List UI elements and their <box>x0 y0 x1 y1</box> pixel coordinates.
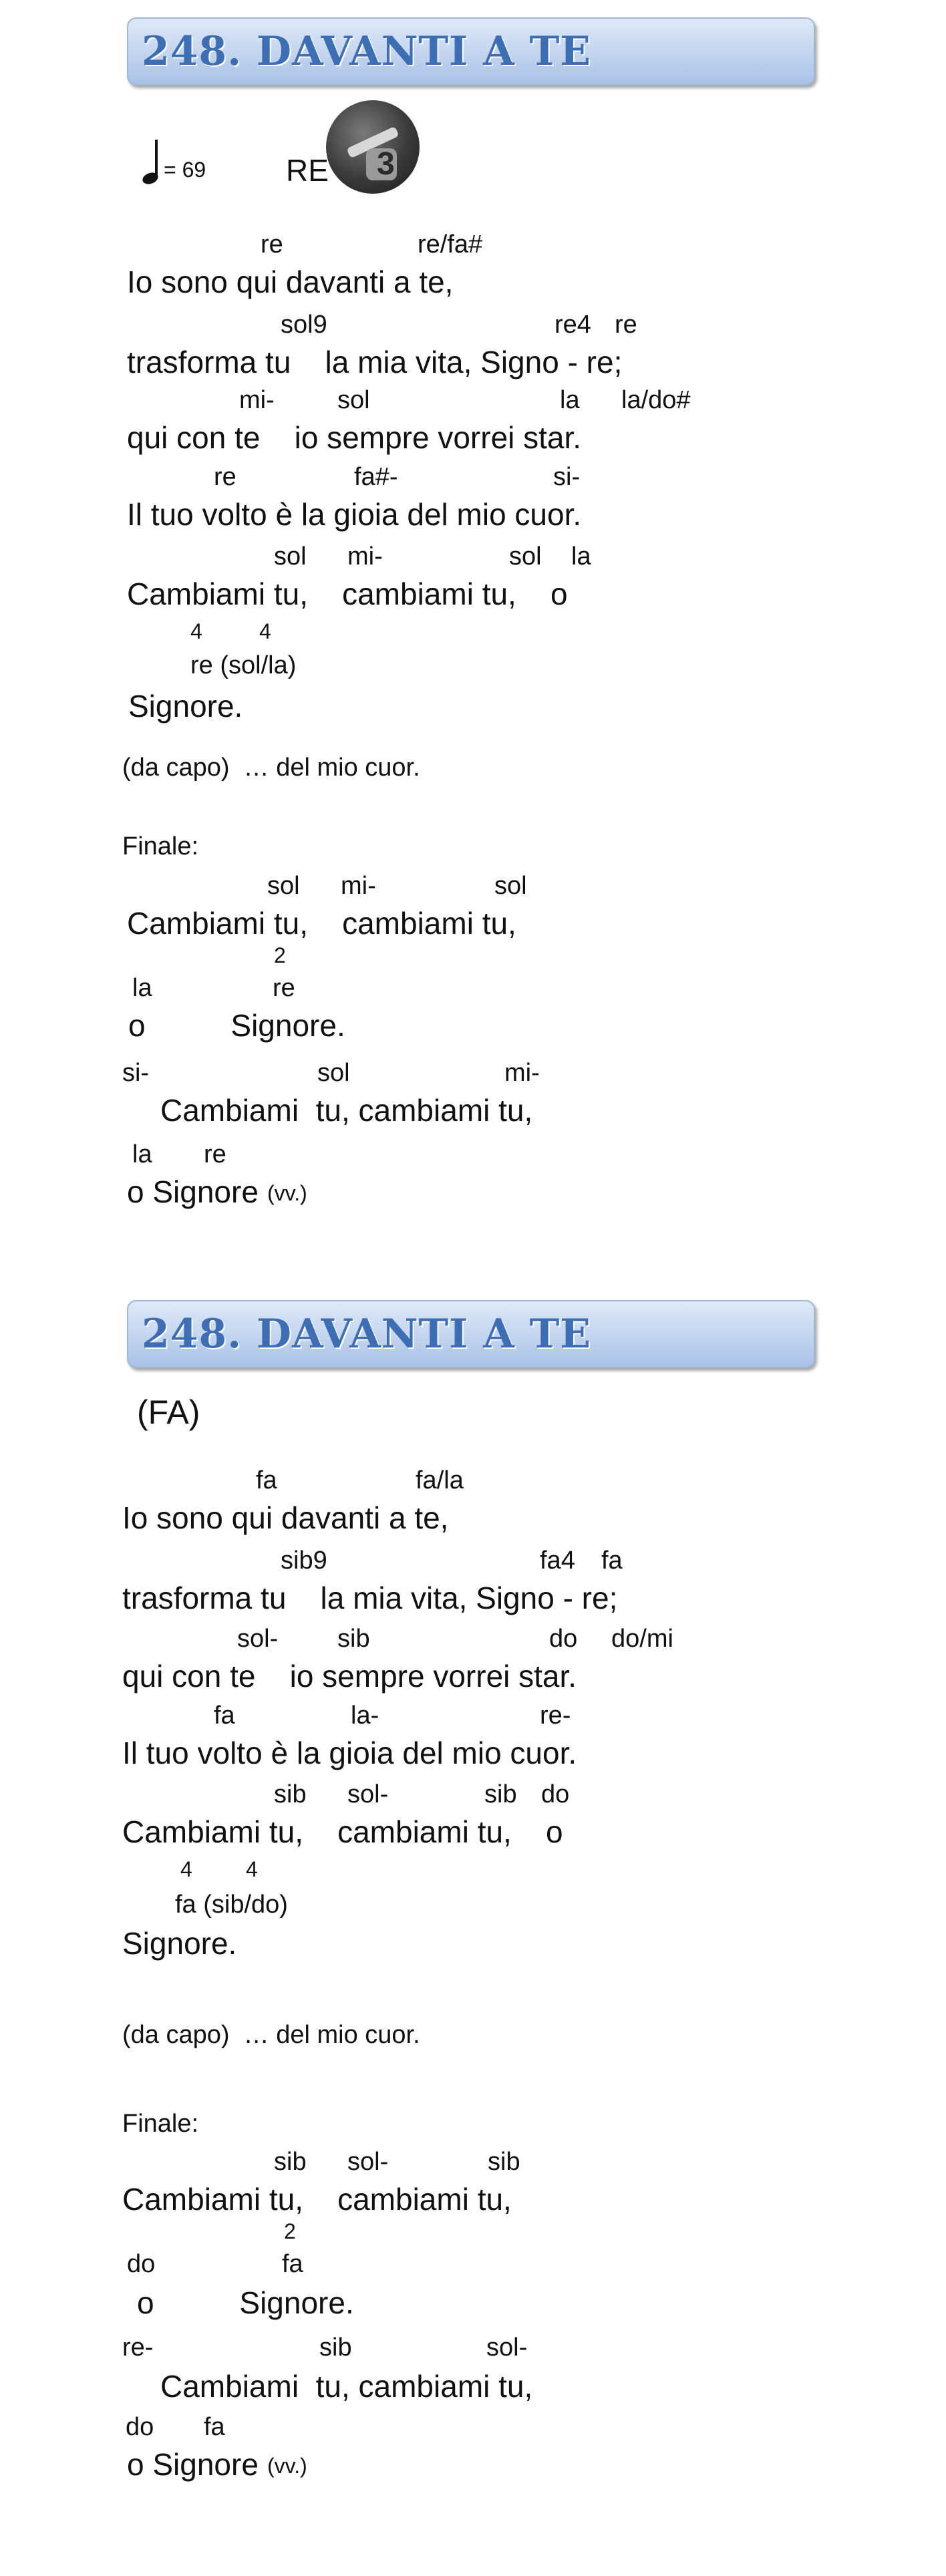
chord: mi- <box>239 386 275 414</box>
chord: sol <box>494 872 527 900</box>
beat-count: 4 <box>259 619 271 643</box>
lyric-line: Cambiami tu, cambiami tu, o <box>127 577 568 611</box>
chord: fa <box>601 1547 623 1575</box>
chord: sib <box>274 2148 307 2176</box>
chord: fa#- <box>354 463 398 491</box>
chord: sol9 <box>281 311 327 339</box>
chord: do <box>127 2250 156 2278</box>
lyric-line: Il tuo volto è la gioia del mio cuor. <box>122 1736 577 1770</box>
chord: mi- <box>347 542 383 571</box>
lyric-line: Signore. <box>122 1926 237 1961</box>
lyric-line: Cambiami tu, cambiami tu, <box>127 906 516 941</box>
chord: re <box>214 463 236 491</box>
chord: re- <box>122 2333 154 2362</box>
chord: la <box>571 542 591 571</box>
finale-label: Finale: <box>122 2110 199 2138</box>
chord: sib <box>337 1625 370 1653</box>
chord: sol- <box>486 2333 528 2362</box>
chord: do <box>126 2413 154 2441</box>
quarter-note-icon <box>140 137 167 190</box>
song-title-banner <box>127 1300 815 1368</box>
chord: sol <box>317 1059 350 1087</box>
chord: re/fa# <box>418 230 483 259</box>
chord: fa4 <box>540 1547 575 1575</box>
beat-count: 2 <box>284 2219 296 2243</box>
lyric-line: qui con te io sempre vorrei star. <box>127 420 582 455</box>
chord: la/do# <box>621 386 691 414</box>
chord: sol- <box>347 2148 389 2176</box>
chord: sol- <box>237 1625 279 1653</box>
lyric-line: Signore. <box>128 689 243 723</box>
chord: mi- <box>504 1059 540 1087</box>
chord: re <box>273 974 295 1002</box>
chord: fa/la <box>416 1466 464 1494</box>
chord: fa <box>214 1702 235 1730</box>
chord: fa <box>282 2250 303 2278</box>
song-title: 248. DAVANTI A TE <box>142 1311 591 1357</box>
chord: fa <box>204 2413 225 2441</box>
chord: re <box>261 230 283 259</box>
chord: fa (sib/do) <box>175 1891 288 1919</box>
lyric-line: o Signore. <box>137 2285 354 2320</box>
lyric-line: Cambiami tu, cambiami tu, <box>122 2182 512 2217</box>
beat-count: 4 <box>180 1857 192 1881</box>
chord: sib <box>274 1780 307 1808</box>
chord: sol <box>274 542 307 571</box>
chord: la- <box>351 1702 379 1730</box>
cd-track-badge <box>326 100 420 194</box>
lyric-line: trasforma tu la mia vita, Signo - re; <box>127 345 623 379</box>
chord: sol <box>267 872 300 900</box>
tempo-marking: = 69 <box>164 158 206 182</box>
lyric-line: qui con te io sempre vorrei star. <box>122 1659 577 1694</box>
chord: re <box>615 311 637 339</box>
chord: fa <box>256 1466 277 1494</box>
lyric-line: o Signore <box>127 1174 259 1209</box>
chord: la <box>560 386 580 414</box>
chord: mi- <box>341 872 376 900</box>
chord: la <box>132 974 152 1002</box>
lyric-line: Io sono qui davanti a te, <box>122 1500 449 1535</box>
chord: re <box>204 1140 226 1168</box>
beat-count: 2 <box>274 943 286 967</box>
lyric-line: o Signore <box>127 2447 259 2482</box>
chord: re4 <box>555 311 591 339</box>
lyric-line: Cambiami tu, cambiami tu, <box>160 2369 533 2404</box>
chord: re- <box>540 1702 571 1730</box>
beat-count: 4 <box>190 619 202 643</box>
chord: sib <box>484 1780 517 1808</box>
chord: si- <box>122 1059 150 1087</box>
verses-note: (vv.) <box>267 1181 307 1205</box>
chord: sib <box>319 2333 352 2362</box>
chord: do <box>549 1625 578 1653</box>
chord: si- <box>553 463 581 491</box>
song-title: 248. DAVANTI A TE <box>142 28 591 75</box>
lyric-line: Cambiami tu, cambiami tu, <box>160 1093 533 1128</box>
chord: sib <box>488 2148 520 2176</box>
song-title-banner <box>127 17 815 86</box>
da-capo-note: (da capo) … del mio cuor. <box>122 754 420 782</box>
chord: re (sol/la) <box>190 651 297 679</box>
beat-count: 4 <box>246 1857 258 1881</box>
guitar-icon <box>326 100 420 194</box>
chord: sol <box>509 542 542 571</box>
da-capo-note: (da capo) … del mio cuor. <box>122 2021 420 2049</box>
chord: do/mi <box>611 1625 673 1653</box>
cd-track-number: 3 <box>377 146 395 182</box>
chord: sol <box>337 386 370 414</box>
lyric-line: Il tuo volto è la gioia del mio cuor. <box>127 497 582 532</box>
lyric-line: trasforma tu la mia vita, Signo - re; <box>122 1581 618 1615</box>
key-label: (FA) <box>137 1394 200 1431</box>
verses-note: (vv.) <box>267 2454 307 2478</box>
lyric-line: Io sono qui davanti a te, <box>127 265 454 299</box>
key-label: RE <box>286 153 329 188</box>
chord: do <box>541 1780 570 1808</box>
lyric-line: o Signore. <box>128 1008 345 1043</box>
chord: sib9 <box>281 1547 327 1575</box>
chord: la <box>132 1140 152 1168</box>
lyric-line: Cambiami tu, cambiami tu, o <box>122 1814 563 1849</box>
finale-label: Finale: <box>122 832 199 860</box>
chord: sol- <box>347 1780 389 1808</box>
